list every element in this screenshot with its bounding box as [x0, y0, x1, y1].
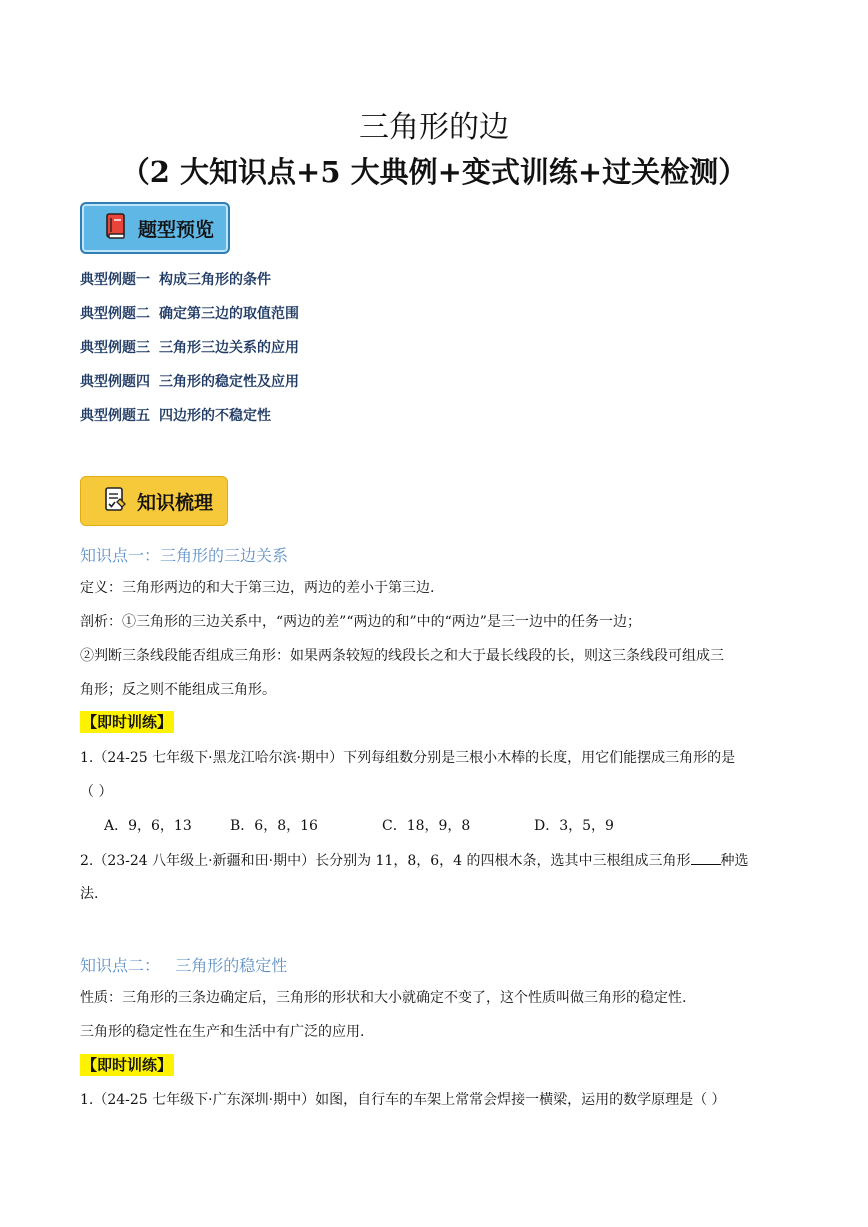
option-c: C．18，9，8 [382, 818, 471, 834]
question-text: 1.（24-25 七年级下·广东深圳·期中）如图，自行车的车架上常常会焊接一横梁，运用的数学原理是（ ） [80, 1092, 726, 1108]
knowledge-badge [80, 476, 228, 526]
toc-item: 典型例题三 三角形三边关系的应用 [80, 340, 299, 356]
option-b: B．6，8，16 [230, 818, 318, 834]
practice-tag: 【即时训练】 [82, 1056, 173, 1074]
question-text: 法. [80, 886, 99, 902]
question-text: （ ） [80, 784, 113, 800]
book-icon [104, 212, 128, 245]
analysis-text: 角形；反之则不能组成三角形。 [80, 682, 276, 698]
property-text: 性质：三角形的三条边确定后，三角形的形状和大小就确定不变了，这个性质叫做三角形的稳定性. [80, 990, 687, 1006]
answer-blank [691, 850, 721, 865]
knowledge-badge-label: 知识梳理 [137, 491, 214, 514]
document-subtitle: （2 大知识点+5 大典例+变式训练+过关检测） [120, 155, 748, 189]
question-type-list [80, 268, 299, 438]
question-text: 1.（24-25 七年级下·黑龙江哈尔滨·期中）下列每组数分别是三根小木棒的长度，用它们能摆成三角形的是 [80, 750, 736, 766]
option-a: A．9，6，13 [104, 818, 192, 834]
application-text: 三角形的稳定性在生产和生活中有广泛的应用. [80, 1024, 365, 1040]
section-heading: 知识点一：三角形的三边关系 [80, 546, 289, 565]
practice-tag: 【即时训练】 [82, 713, 173, 731]
preview-badge-label: 题型预览 [138, 218, 215, 241]
analysis-text: ②判断三条线段能否组成三角形：如果两条较短的线段长之和大于最长线段的长，则这三条线段可组成三 [80, 648, 724, 664]
toc-item: 典型例题五 四边形的不稳定性 [80, 408, 271, 424]
toc-item: 典型例题四 三角形的稳定性及应用 [80, 374, 299, 390]
document-title: 三角形的边 [359, 110, 509, 145]
toc-item: 典型例题二 确定第三边的取值范围 [80, 306, 299, 322]
section-heading: 知识点二： 三角形的稳定性 [80, 956, 288, 975]
option-d: D．3，5，9 [534, 818, 614, 834]
checklist-icon [103, 485, 127, 518]
definition-text: 定义：三角形两边的和大于第三边，两边的差小于第三边. [80, 580, 435, 596]
analysis-text: 剖析：①三角形的三边关系中，“两边的差”“两边的和”中的“两边”是三一边中的任务一边； [80, 614, 641, 630]
preview-badge [80, 202, 230, 254]
toc-item: 典型例题一 构成三角形的条件 [80, 272, 271, 288]
question-text: 2.（23-24 八年级上·新疆和田·期中）长分别为 11，8，6，4 的四根木条，选其中三根组成三角形 种选 [80, 850, 790, 871]
